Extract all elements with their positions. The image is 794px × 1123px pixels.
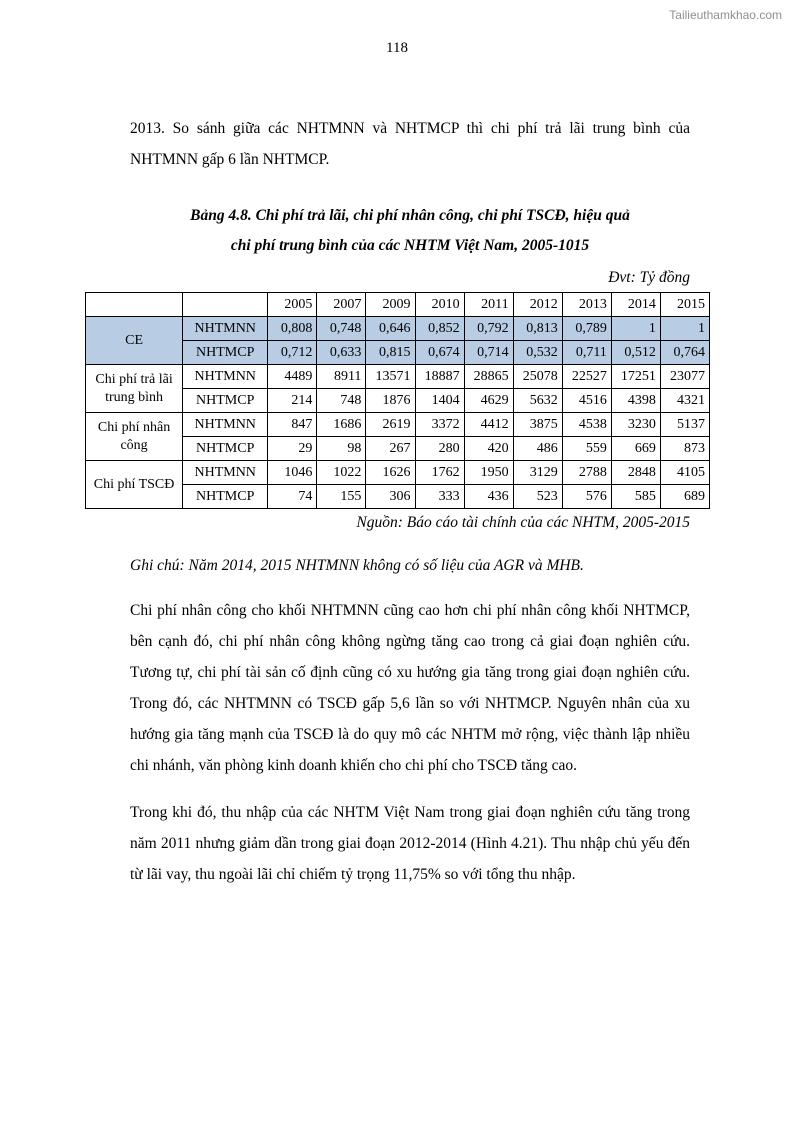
year-header: 2007 (317, 293, 366, 317)
value-cell: 0,764 (660, 341, 709, 365)
table-row (86, 461, 710, 485)
value-cell: 267 (366, 437, 415, 461)
year-header: 2010 (415, 293, 464, 317)
value-cell: 0,813 (513, 317, 562, 341)
table-head (86, 293, 710, 317)
value-cell: 1876 (366, 389, 415, 413)
table-row (86, 317, 710, 341)
group-label-cell: Chi phí TSCĐ (86, 461, 183, 509)
value-cell: 0,815 (366, 341, 415, 365)
value-cell: 2848 (611, 461, 660, 485)
value-cell: 333 (415, 485, 464, 509)
value-cell: 98 (317, 437, 366, 461)
table-source: Nguồn: Báo cáo tài chính của các NHTM, 2005-2015 (356, 514, 690, 532)
value-cell: 4105 (660, 461, 709, 485)
value-cell: 28865 (464, 365, 513, 389)
value-cell: 4398 (611, 389, 660, 413)
value-cell: 280 (415, 437, 464, 461)
value-cell: 29 (268, 437, 317, 461)
unit-label: Đvt: Tỷ đồng (608, 269, 690, 287)
value-cell: 0,512 (611, 341, 660, 365)
value-cell: 13571 (366, 365, 415, 389)
body-paragraph-3: Trong khi đó, thu nhập của các NHTM Việt Nam trong giai đoạn nghiên cứu tăng trong năm 2011 nhưng giảm dần trong giai đoạn 2012-2014 (Hình 4.21). Thu nhập chủ yếu đến từ lãi vay, thu ngoài lãi chỉ chiếm tỷ trọng 11,75% so với tổng thu nhập. (130, 804, 690, 884)
table-header-row (86, 293, 710, 317)
intro-paragraph: 2013. So sánh giữa các NHTMNN và NHTMCP thì chi phí trả lãi trung bình của NHTMNN gấp 6 lần NHTMCP. (130, 120, 690, 168)
bank-name-cell: NHTMCP (183, 485, 268, 509)
group-label-cell: Chi phí nhân công (86, 413, 183, 461)
value-cell: 2619 (366, 413, 415, 437)
value-cell: 155 (317, 485, 366, 509)
value-cell: 585 (611, 485, 660, 509)
value-cell: 0,808 (268, 317, 317, 341)
value-cell: 689 (660, 485, 709, 509)
value-cell: 0,532 (513, 341, 562, 365)
value-cell: 2788 (562, 461, 611, 485)
year-header: 2005 (268, 293, 317, 317)
value-cell: 576 (562, 485, 611, 509)
value-cell: 1686 (317, 413, 366, 437)
table-row (86, 413, 710, 437)
year-header: 2012 (513, 293, 562, 317)
value-cell: 1 (611, 317, 660, 341)
bank-name-cell: NHTMNN (183, 317, 268, 341)
value-cell: 3372 (415, 413, 464, 437)
value-cell: 5137 (660, 413, 709, 437)
value-cell: 873 (660, 437, 709, 461)
table-body (86, 317, 710, 509)
value-cell: 5632 (513, 389, 562, 413)
value-cell: 3875 (513, 413, 562, 437)
value-cell: 486 (513, 437, 562, 461)
value-cell: 1762 (415, 461, 464, 485)
value-cell: 25078 (513, 365, 562, 389)
watermark: Tailieuthamkhao.com (669, 8, 782, 22)
bank-name-cell: NHTMNN (183, 365, 268, 389)
value-cell: 1626 (366, 461, 415, 485)
value-cell: 0,633 (317, 341, 366, 365)
table-title (130, 201, 690, 261)
value-cell: 559 (562, 437, 611, 461)
value-cell: 0,748 (317, 317, 366, 341)
bank-name-cell: NHTMCP (183, 341, 268, 365)
value-cell: 4629 (464, 389, 513, 413)
value-cell: 4538 (562, 413, 611, 437)
value-cell: 0,792 (464, 317, 513, 341)
value-cell: 17251 (611, 365, 660, 389)
page-number: 118 (386, 40, 408, 56)
value-cell: 74 (268, 485, 317, 509)
value-cell: 4489 (268, 365, 317, 389)
value-cell: 0,712 (268, 341, 317, 365)
group-label-cell: CE (86, 317, 183, 365)
value-cell: 0,714 (464, 341, 513, 365)
year-header: 2014 (611, 293, 660, 317)
value-cell: 0,646 (366, 317, 415, 341)
value-cell: 0,711 (562, 341, 611, 365)
value-cell: 4321 (660, 389, 709, 413)
value-cell: 1950 (464, 461, 513, 485)
value-cell: 306 (366, 485, 415, 509)
corner-cell-2 (183, 293, 268, 317)
year-header: 2009 (366, 293, 415, 317)
bank-name-cell: NHTMCP (183, 389, 268, 413)
value-cell: 1404 (415, 389, 464, 413)
value-cell: 8911 (317, 365, 366, 389)
value-cell: 669 (611, 437, 660, 461)
body-paragraph-2: Chi phí nhân công cho khối NHTMNN cũng cao hơn chi phí nhân công khối NHTMCP, bên cạnh đó, chi phí nhân công không ngừng tăng cao trong cả giai đoạn nghiên cứu. Tương tự, chi phí tài sản cố định cũng có xu hướng gia tăng trong giai đoạn nghiên cứu. Trong đó, các NHTMNN có TSCĐ gấp 5,6 lần so với NHTMCP. Nguyên nhân của xu hướng gia tăng mạnh của TSCĐ là do quy mô các NHTM mở rộng, việc thành lập nhiều chi nhánh, văn phòng kinh doanh khiến cho chi phí cho TSCĐ tăng cao. (130, 602, 690, 775)
bank-name-cell: NHTMCP (183, 437, 268, 461)
bank-name-cell: NHTMNN (183, 461, 268, 485)
value-cell: 1 (660, 317, 709, 341)
value-cell: 1046 (268, 461, 317, 485)
page-content (0, 113, 794, 890)
note-paragraph: Ghi chú: Năm 2014, 2015 NHTMNN không có số liệu của AGR và MHB. (130, 557, 584, 575)
value-cell: 3129 (513, 461, 562, 485)
value-cell: 4412 (464, 413, 513, 437)
value-cell: 847 (268, 413, 317, 437)
value-cell: 23077 (660, 365, 709, 389)
value-cell: 0,852 (415, 317, 464, 341)
value-cell: 3230 (611, 413, 660, 437)
table-title-line2: chi phí trung bình của các NHTM Việt Nam, 2005-1015 (230, 237, 590, 255)
value-cell: 4516 (562, 389, 611, 413)
year-header: 2015 (660, 293, 709, 317)
value-cell: 523 (513, 485, 562, 509)
table-title-line1: Bảng 4.8. Chi phí trả lãi, chi phí nhân công, chi phí TSCĐ, hiệu quả (190, 207, 630, 224)
value-cell: 0,674 (415, 341, 464, 365)
value-cell: 18887 (415, 365, 464, 389)
bank-name-cell: NHTMNN (183, 413, 268, 437)
value-cell: 1022 (317, 461, 366, 485)
corner-cell-1 (86, 293, 183, 317)
value-cell: 0,789 (562, 317, 611, 341)
value-cell: 436 (464, 485, 513, 509)
year-header: 2013 (562, 293, 611, 317)
group-label-cell: Chi phí trả lãi trung bình (86, 365, 183, 413)
value-cell: 22527 (562, 365, 611, 389)
year-header: 2011 (464, 293, 513, 317)
value-cell: 420 (464, 437, 513, 461)
value-cell: 748 (317, 389, 366, 413)
value-cell: 214 (268, 389, 317, 413)
data-table (85, 292, 710, 509)
table-row (86, 365, 710, 389)
